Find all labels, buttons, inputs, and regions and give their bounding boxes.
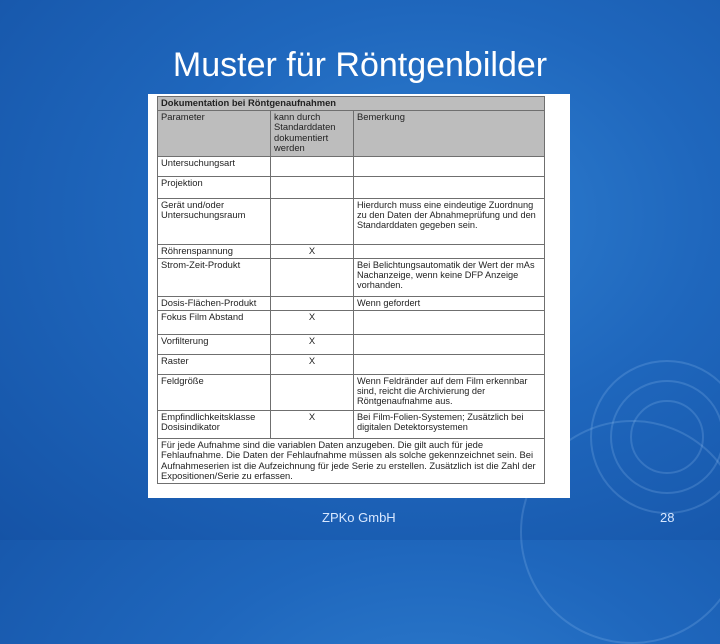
cell-parameter: Gerät und/oder Untersuchungsraum (158, 198, 271, 244)
cell-x (271, 156, 354, 176)
cell-x (271, 296, 354, 310)
cell-parameter: Projektion (158, 176, 271, 198)
slide-title: Muster für Röntgenbilder (172, 46, 548, 84)
document-image (148, 94, 570, 498)
table-row (158, 258, 545, 296)
cell-parameter: Fokus Film Abstand (158, 310, 271, 334)
cell-x (271, 176, 354, 198)
cell-parameter: Strom-Zeit-Produkt (158, 258, 271, 296)
table-caption: Dokumentation bei Röntgenaufnahmen (158, 97, 545, 111)
cell-note (354, 176, 545, 198)
cell-note: Wenn gefordert (354, 296, 545, 310)
cell-note (354, 354, 545, 374)
cell-parameter: Raster (158, 354, 271, 374)
cell-note: Bei Film-Folien-Systemen; Zusätzlich bei digitalen Detektorsystemen (354, 410, 545, 438)
header-parameter: Parameter (158, 110, 271, 156)
cell-parameter: Röhrenspannung (158, 244, 271, 258)
table-row (158, 374, 545, 410)
cell-note (354, 310, 545, 334)
documentation-table (157, 96, 545, 484)
cell-parameter: Untersuchungsart (158, 156, 271, 176)
cell-x (271, 198, 354, 244)
cell-parameter: Dosis-Flächen-Produkt (158, 296, 271, 310)
table-row (158, 354, 545, 374)
table-row (158, 410, 545, 438)
cell-x: X (271, 354, 354, 374)
cell-note: Wenn Feldränder auf dem Film erkennbar sind, reicht die Archivierung der Röntgenaufnahme aus. (354, 374, 545, 410)
cell-note: Bei Belichtungsautomatik der Wert der mAs Nachanzeige, wenn keine DFP Anzeige vorhanden. (354, 258, 545, 296)
header-bemerkung: Bemerkung (354, 110, 545, 156)
cell-x: X (271, 410, 354, 438)
cell-x: X (271, 334, 354, 354)
cell-x (271, 258, 354, 296)
cell-note: Hierdurch muss eine eindeutige Zuordnung zu den Daten der Abnahmeprüfung und den Standarddaten gegeben sein. (354, 198, 545, 244)
table-row (158, 198, 545, 244)
footer-company: ZPKo GmbH (322, 510, 396, 525)
cell-parameter: Feldgröße (158, 374, 271, 410)
cell-x: X (271, 244, 354, 258)
cell-note (354, 244, 545, 258)
table-row (158, 310, 545, 334)
table-row (158, 296, 545, 310)
table-row (158, 156, 545, 176)
cell-parameter: Vorfilterung (158, 334, 271, 354)
page-number: 28 (660, 510, 675, 525)
table-row (158, 176, 545, 198)
cell-note (354, 156, 545, 176)
cell-note (354, 334, 545, 354)
cell-x (271, 374, 354, 410)
cell-x: X (271, 310, 354, 334)
table-row (158, 244, 545, 258)
cell-parameter: Empfindlichkeitsklasse Dosisindikator (158, 410, 271, 438)
header-standarddaten: kann durch Standarddaten dokumentiert werden (271, 110, 354, 156)
table-row (158, 334, 545, 354)
table-footnote: Für jede Aufnahme sind die variablen Daten anzugeben. Die gilt auch für jede Fehlaufnahme. Die Daten der Fehlaufnahme müssen als solche gekennzeichnet sein. Bei Aufnahmeserien ist die Aufzeichnung für jede Serie zu erstellen. Zusätzlich ist die Zahl der Expositionen/Serie zu erfassen. (158, 438, 545, 483)
